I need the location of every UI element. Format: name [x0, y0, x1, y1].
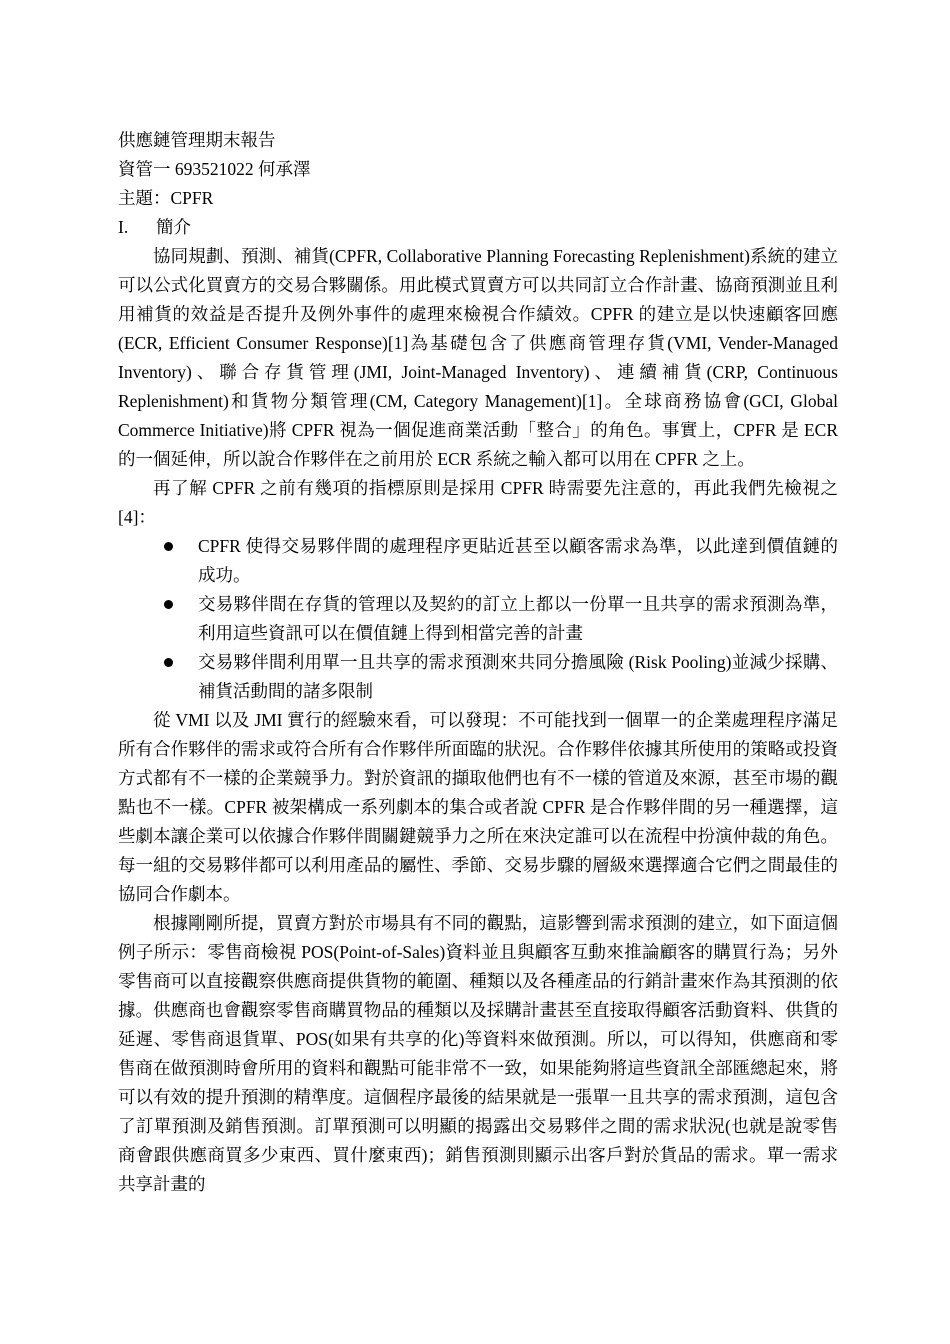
paragraph-intro: 協同規劃、預測、補貨(CPFR, Collaborative Planning Forecasting Replenishment)系統的建立可以公式化買賣方的交易合夥關係。用此模式買賣方可以共同訂立合作計畫、協商預測並且利用補貨的效益是否提升及例外事件的處理來檢視合作績效。CPFR 的建立是以快速顧客回應(ECR, Efficient Consumer Response)[1]為基礎包含了供應商管理存貨(VMI, Vender-Managed Inventory)、聯合存貨管理(JMI, Joint-Managed Inventory)、連續補貨(CRP, Continuous Replenishment)和貨物分類管理(CM, Category Management)[1]。全球商務協會(GCI, Global Commerce Initiative)將 CPFR 視為一個促進商業活動「整合」的角色。事實上，CPFR 是 ECR 的一個延伸，所以說合作夥伴在之前用於 ECR 系統之輸入都可以用在 CPFR 之上。: [118, 246, 838, 469]
list-item: [118, 648, 838, 706]
paragraph-experience: 從 VMI 以及 JMI 實行的經驗來看，可以發現：不可能找到一個單一的企業處理程序滿足所有合作夥伴的需求或符合所有合作夥伴所面臨的狀況。合作夥伴依據其所使用的策略或投資方式都有不一樣的企業競爭力。對於資訊的擷取他們也有不一樣的管道及來源，甚至市場的觀點也不一樣。CPFR 被架構成一系列劇本的集合或者說 CPFR 是合作夥伴間的另一種選擇，這些劇本讓企業可以依據合作夥伴間關鍵競爭力之所在來決定誰可以在流程中扮演仲裁的角色。每一組的交易夥伴都可以利用產品的屬性、季節、交易步驟的層級來選擇適合它們之間最佳的協同合作劇本。: [118, 710, 838, 904]
list-item-text: CPFR 使得交易夥伴間的處理程序更貼近甚至以顧客需求為準，以此達到價值鏈的成功。: [198, 536, 838, 585]
list-item: [118, 532, 838, 590]
section-title: 簡介: [156, 217, 191, 237]
bullet-icon: [164, 658, 173, 667]
author-line: 資管一 693521022 何承澤: [118, 159, 311, 179]
list-item-text: 交易夥伴間在存貨的管理以及契約的訂立上都以一份單一且共享的需求預測為準，利用這些資訊可以在價值鏈上得到相當完善的計畫: [198, 594, 838, 643]
section-heading: [118, 213, 838, 242]
bullet-icon: [164, 600, 173, 609]
list-item-text: 交易夥伴間利用單一且共享的需求預測來共同分擔風險 (Risk Pooling)並減少採購、補貨活動間的諸多限制: [198, 652, 838, 701]
principles-list: [118, 532, 838, 706]
bullet-icon: [164, 542, 173, 551]
paragraph-forecast: 根據剛剛所提，買賣方對於市場具有不同的觀點，這影響到需求預測的建立，如下面這個例子所示：零售商檢視 POS(Point-of-Sales)資料並且與顧客互動來推論顧客的購買行為；另外零售商可以直接觀察供應商提供貨物的範圍、種類以及各種產品的行銷計畫來作為其預測的依據。供應商也會觀察零售商購買物品的種類以及採購計畫甚至直接取得顧客活動資料、供貨的延遲、零售商退貨單、POS(如果有共享的化)等資料來做預測。所以，可以得知，供應商和零售商在做預測時會所用的資料和觀點可能非常不一致，如果能夠將這些資訊全部匯總起來，將可以有效的提升預測的精準度。這個程序最後的結果就是一張單一且共享的需求預測，這包含了訂單預測及銷售預測。訂單預測可以明顯的揭露出交易夥伴之間的需求狀況(也就是說零售商會跟供應商買多少東西、買什麼東西)；銷售預測則顯示出客戶對於貨品的需求。單一需求共享計畫的: [118, 913, 838, 1194]
document-page: [118, 126, 838, 1199]
report-title: 供應鏈管理期末報告: [118, 130, 276, 150]
paragraph-principles: 再了解 CPFR 之前有幾項的指標原則是採用 CPFR 時需要先注意的，再此我們先檢視之[4]：: [118, 478, 838, 527]
section-number: I.: [118, 217, 129, 237]
topic-line: 主題：CPFR: [118, 188, 214, 208]
list-item: [118, 590, 838, 648]
